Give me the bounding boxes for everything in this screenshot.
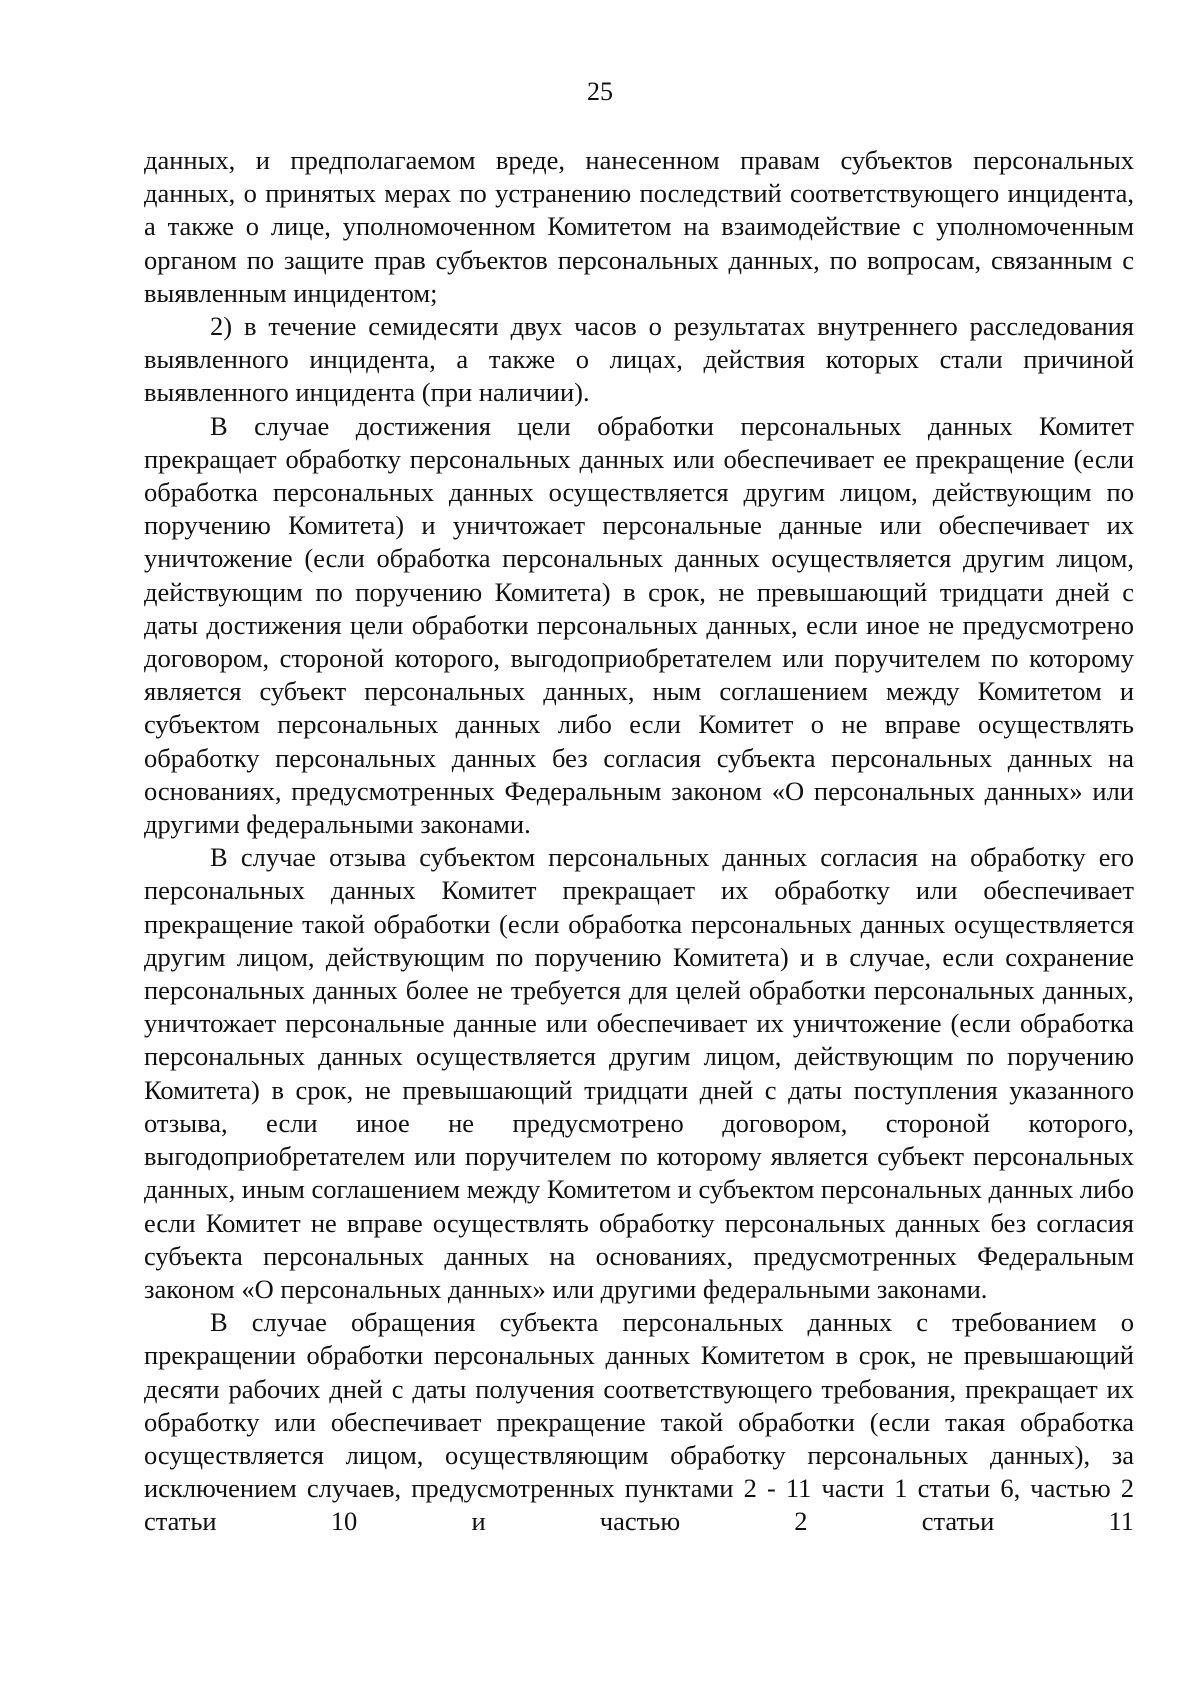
- paragraph-consent-withdrawal: В случае отзыва субъектом персональных данных согласия на обработку его персональных данных Комитет прекращает их обработку или обеспечивает прекращение такой обработки (если обработка персональных данных осуществляется другим лицом, действующим по поручению Комитета) и в случае, если сохранение персональных данных более не требуется для целей обработки персональных данных, уничтожает персональные данные или обеспечивает их уничтожение (если обработка персональных данных осуществляется другим лицом, действующим по поручению Комитета) в срок, не превышающий тридцати дней с даты поступления указанного отзыва, если иное не предусмотрено договором, стороной которого, выгодоприобретателем или поручителем по которому является субъект персональных данных, иным соглашением между Комитетом и субъектом персональных данных либо если Комитет не вправе осуществлять обработку персональных данных без согласия субъекта персональных данных на основаниях, предусмотренных Федеральным законом «О персональных данных» или другими федеральными законами.: [144, 842, 1134, 1304]
- document-body: [144, 144, 1134, 1539]
- paragraph-continuation: данных, и предполагаемом вреде, нанесенном правам субъектов персональных данных, о принятых мерах по устранению последствий соответствующего инцидента, а также о лице, уполномоченном Комитетом на взаимодействие с уполномоченным органом по защите прав субъектов персональных данных, по вопросам, связанным с выявленным инцидентом;: [144, 145, 1134, 308]
- paragraph-item-2: 2) в течение семидесяти двух часов о результатах внутреннего расследования выявленного инцидента, а также о лицах, действия которых стали причиной выявленного инцидента (при наличии).: [144, 311, 1134, 408]
- paragraph-purpose-achieved: В случае достижения цели обработки персональных данных Комитет прекращает обработку персональных данных или обеспечивает ее прекращение (если обработка персональных данных осуществляется другим лицом, действующим по поручению Комитета) и уничтожает персональные данные или обеспечивает их уничтожение (если обработка персональных данных осуществляется другим лицом, действующим по поручению Комитета) в срок, не превышающий тридцати дней с даты достижения цели обработки персональных данных, если иное не предусмотрено договором, стороной которого, выгодоприобретателем или поручителем по которому является субъект персональных данных, ным соглашением между Комитетом и субъектом персональных данных либо если Комитет о не вправе осуществлять обработку персональных данных без согласия субъекта персональных данных на основаниях, предусмотренных Федеральным законом «О персональных данных» или другими федеральными законами.: [144, 410, 1134, 840]
- page-number: 25: [587, 77, 613, 106]
- paragraph-termination-request: В случае обращения субъекта персональных данных с требованием о прекращении обработки персональных данных Комитетом в срок, не превышающий десяти рабочих дней с даты получения соответствующего требования, прекращает их обработку или обеспечивает прекращение такой обработки (если такая обработка осуществляется лицом, осуществляющим обработку персональных данных), за исключением случаев, предусмотренных пунктами 2 - 11 части 1 статьи 6, частью 2 статьи 10 и частью 2 статьи 11: [144, 1307, 1134, 1537]
